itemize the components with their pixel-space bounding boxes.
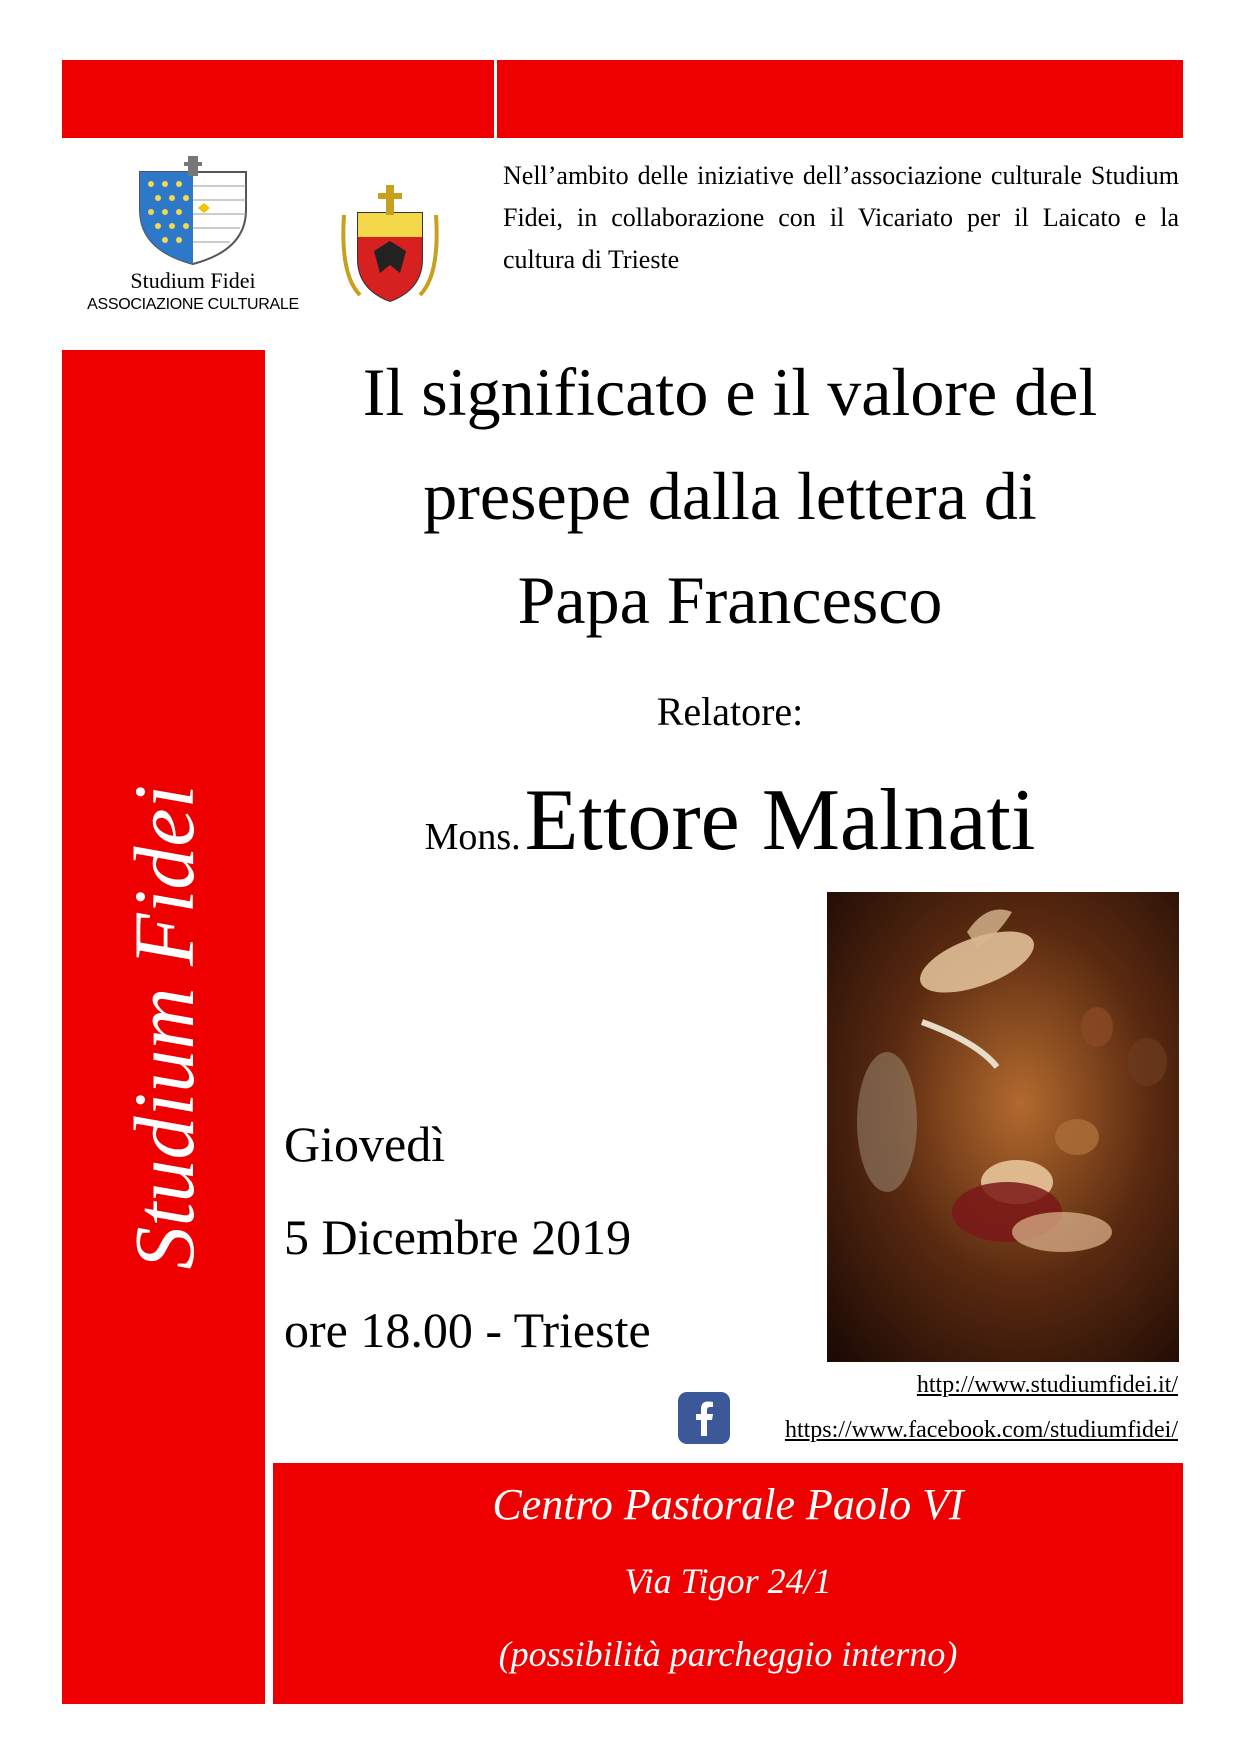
top-banner-right xyxy=(497,60,1183,138)
speaker-name: Ettore Malnati xyxy=(524,772,1036,869)
facebook-icon[interactable] xyxy=(678,1392,730,1444)
logo-org-subtitle: ASSOCIAZIONE CULTURALE xyxy=(87,296,299,313)
side-panel-label: Studium Fidei xyxy=(115,784,212,1270)
logo-org-name: Studium Fidei xyxy=(130,268,256,293)
venue-address: Via Tigor 24/1 xyxy=(624,1561,832,1601)
date-line: Giovedì xyxy=(284,1116,446,1172)
intro-paragraph: Nell’ambito delle iniziative dell’associazione culturale Studium Fidei, in collaborazione con il Vicariato per il Laicato e la cultura di Trieste xyxy=(503,161,1179,274)
relatore-label: Relatore: xyxy=(656,689,804,734)
website-link[interactable]: http://www.studiumfidei.it/ xyxy=(916,1372,1178,1398)
diocesan-seal-icon xyxy=(300,155,480,335)
side-panel xyxy=(62,350,265,1704)
speaker-prefix: Mons. xyxy=(424,816,521,858)
date-line: 5 Dicembre 2019 xyxy=(284,1209,632,1265)
title-line: Papa Francesco xyxy=(517,562,943,638)
title-line: presepe dalla lettera di xyxy=(423,458,1037,534)
venue-parking-note: (possibilità parcheggio interno) xyxy=(498,1634,958,1674)
speaker xyxy=(290,770,1170,871)
title-line: Il significato e il valore del xyxy=(362,354,1098,430)
nativity-painting xyxy=(827,892,1179,1362)
event-date xyxy=(284,1098,651,1377)
top-banner-left xyxy=(62,60,494,138)
ecclesia-tergestina-seal xyxy=(300,155,480,335)
venue-panel xyxy=(273,1463,1183,1704)
painting-image xyxy=(827,892,1179,1362)
venue-name: Centro Pastorale Paolo VI xyxy=(492,1480,964,1529)
date-line: ore 18.00 - Trieste xyxy=(284,1302,651,1358)
facebook-link[interactable]: https://www.facebook.com/studiumfidei/ xyxy=(784,1417,1178,1443)
studium-fidei-logo xyxy=(87,150,299,320)
shield-icon xyxy=(118,150,268,268)
event-title xyxy=(290,340,1170,652)
